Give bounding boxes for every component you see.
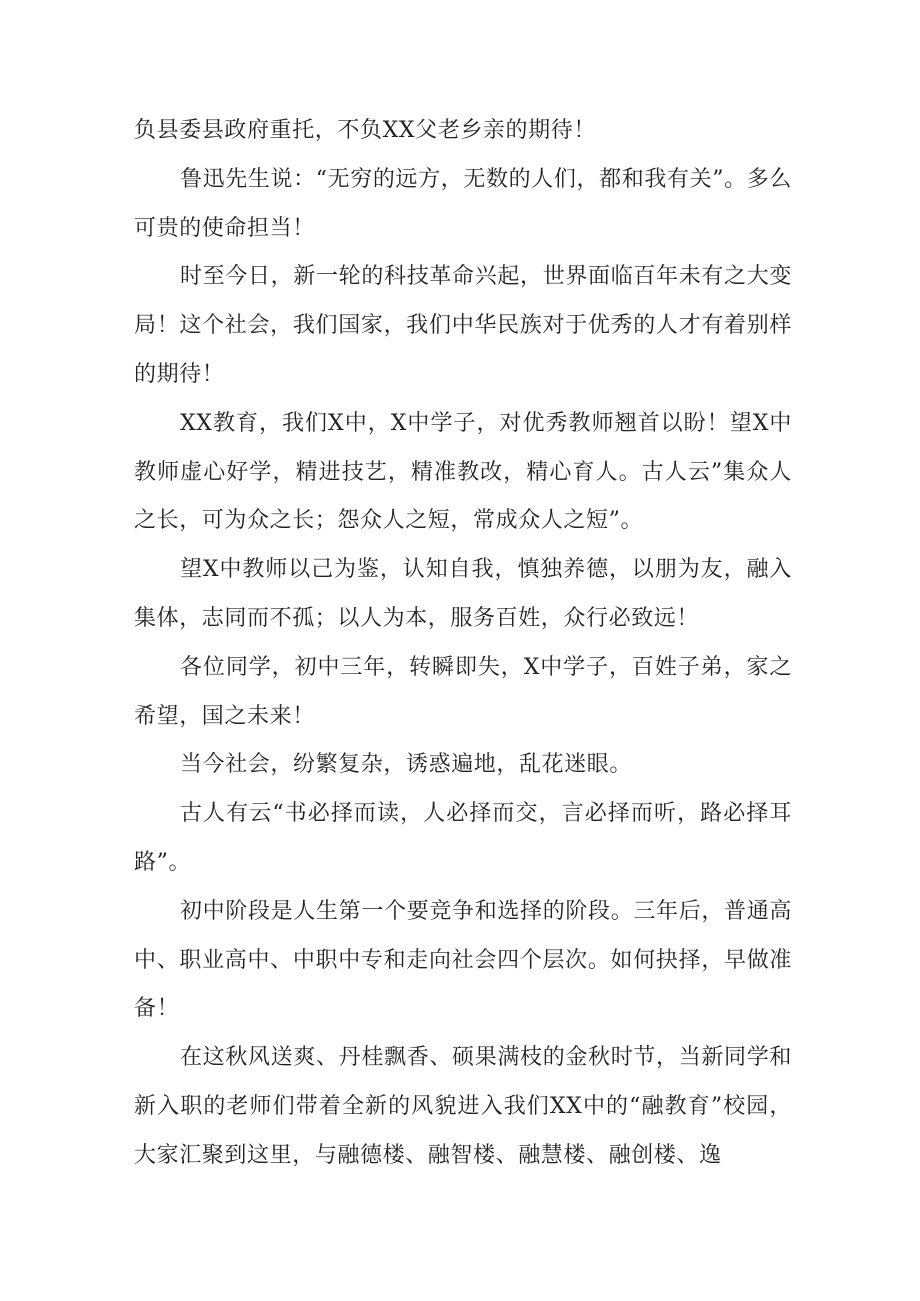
paragraph-6: 各位同学，初中三年，转瞬即失，X中学子，百姓子弟，家之希望，国之未来！ — [134, 654, 792, 729]
paragraph-9: 初中阶段是人生第一个要竞争和选择的阶段。三年后，普通高中、职业高中、中职中专和走向社会四个层次。如何抉择，早做准备！ — [134, 898, 792, 1022]
document-body — [134, 107, 792, 1181]
paragraph-2: 鲁迅先生说：“无穷的远方，无数的人们，都和我有关”。多么可贵的使命担当！ — [134, 166, 792, 241]
paragraph-5: 望X中教师以己为鉴，认知自我，慎独养德，以朋为友，融入集体，志同而不孤；以人为本，服务百姓，众行必致远！ — [134, 557, 792, 631]
paragraph-10: 在这秋风送爽、丹桂飘香、硕果满枝的金秋时节，当新同学和新入职的老师们带着全新的风貌进入我们XX中的“融教育”校园，大家汇聚到这里，与融德楼、融智楼、融慧楼、融创楼、逸 — [134, 1045, 792, 1168]
paragraph-1: 负县委县政府重托，不负XX父老乡亲的期待！ — [134, 118, 596, 143]
paragraph-3: 时至今日，新一轮的科技革命兴起，世界面临百年未有之大变局！这个社会，我们国家，我们中华民族对于优秀的人才有着别样的期待！ — [134, 264, 792, 387]
paragraph-7: 当今社会，纷繁复杂，诱惑遍地，乱花迷眼。 — [180, 752, 633, 778]
paragraph-4: XX教育，我们X中，X中学子，对优秀教师翘首以盼！望X中教师虚心好学，精进技艺，精准教改，精心育人。古人云”集众人之长，可为众之长；怨众人之短，常成众人之短”。 — [134, 410, 792, 534]
paragraph-8: 古人有云“书必择而读，人必择而交，言必择而听，路必择耳路”。 — [134, 801, 792, 875]
